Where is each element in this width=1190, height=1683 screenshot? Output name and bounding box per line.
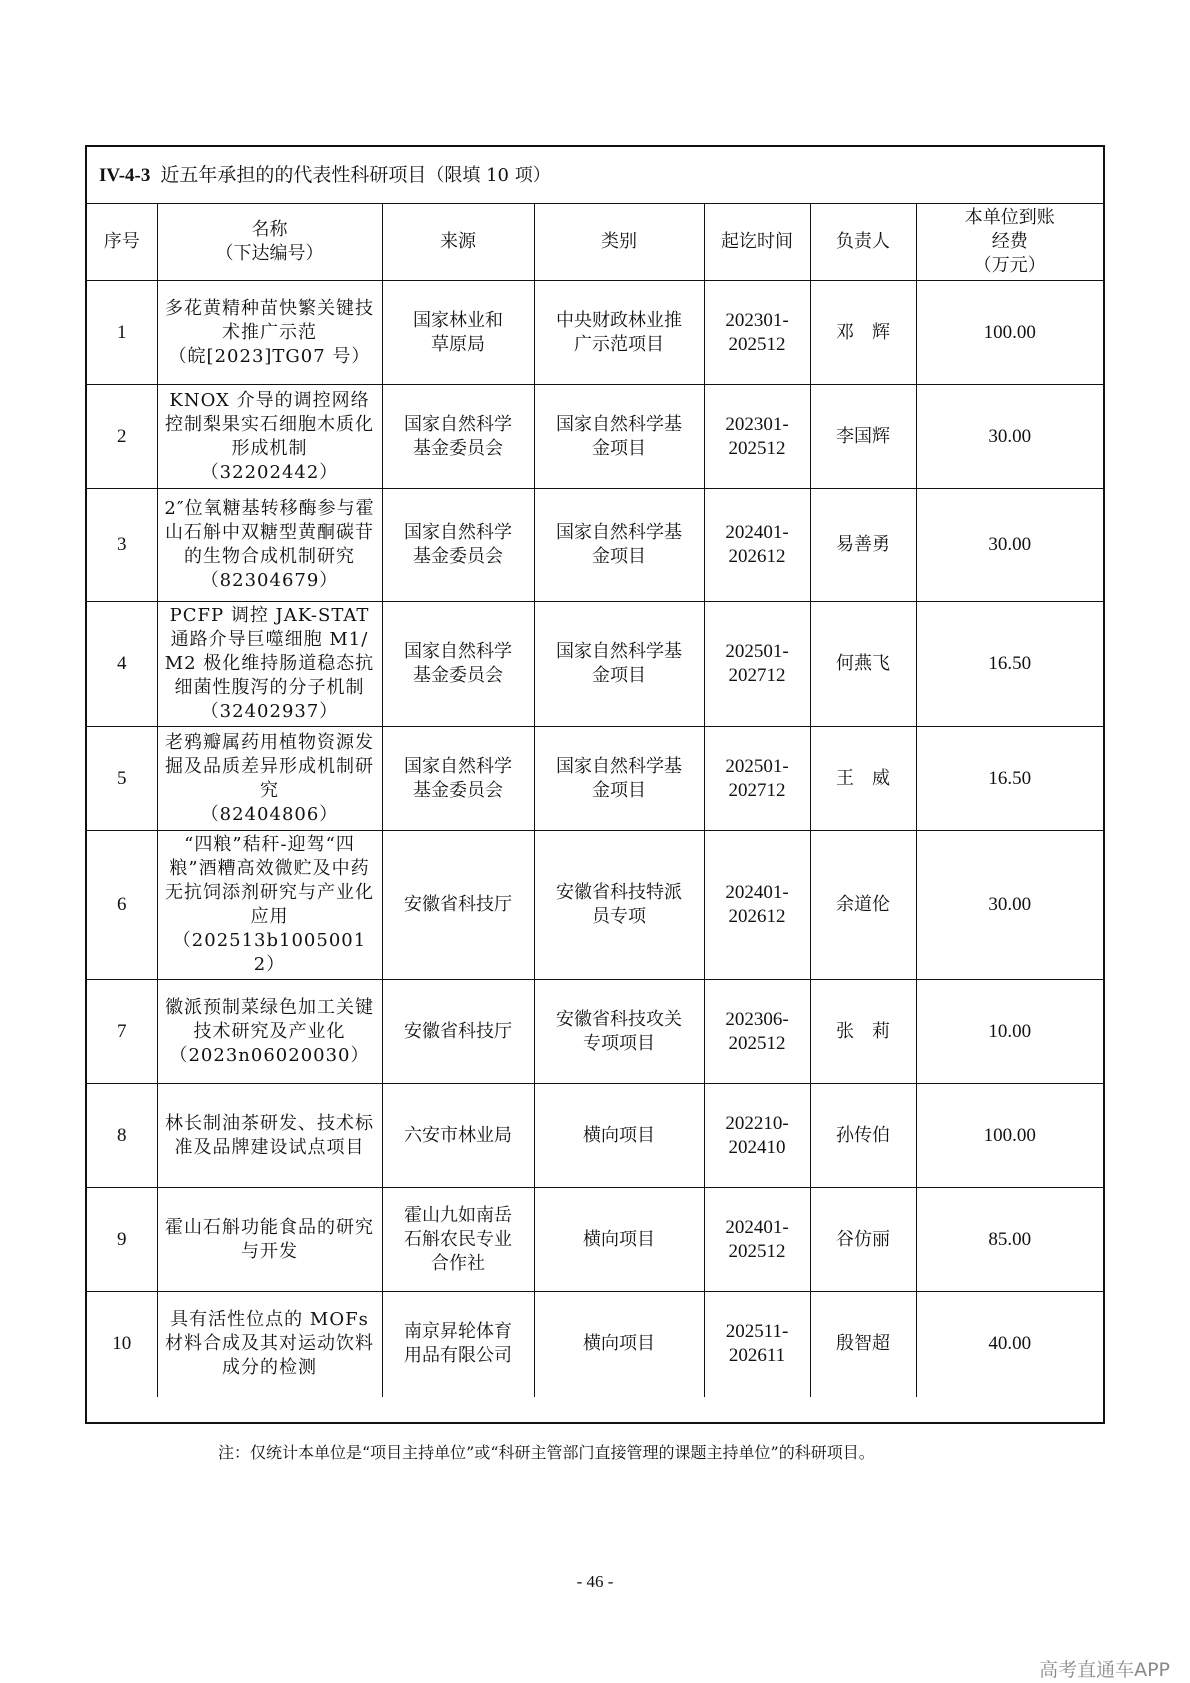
cell-category: 横向项目 — [534, 1188, 704, 1292]
section-title — [87, 147, 1103, 204]
header-funds: 本单位到账 经费 （万元） — [916, 204, 1103, 281]
cell-seq: 10 — [87, 1292, 157, 1397]
cell-lead: 谷仿丽 — [810, 1188, 916, 1292]
cell-source: 国家自然科学 基金委员会 — [382, 602, 534, 727]
cell-lead: 余道伦 — [810, 831, 916, 980]
cell-name: 霍山石斛功能食品的研究与开发 — [157, 1188, 382, 1292]
cell-funds: 100.00 — [916, 1084, 1103, 1188]
cell-name: 老鸦瓣属药用植物资源发掘及品质差异形成机制研究 （82404806） — [157, 727, 382, 831]
cell-funds: 40.00 — [916, 1292, 1103, 1397]
cell-period: 202306- 202512 — [704, 980, 810, 1084]
table-row — [87, 980, 1103, 1084]
cell-source: 国家自然科学 基金委员会 — [382, 727, 534, 831]
table-row — [87, 385, 1103, 489]
cell-category: 国家自然科学基 金项目 — [534, 602, 704, 727]
cell-name: PCFP 调控 JAK-STAT 通路介导巨噬细胞 M1/M2 极化维持肠道稳态抗细菌性腹泻的分子机制 （32402937） — [157, 602, 382, 727]
cell-name: 多花黄精种苗快繁关键技术推广示范 （皖[2023]TG07 号） — [157, 281, 382, 385]
section-title-text: 近五年承担的的代表性科研项目 — [160, 164, 427, 186]
cell-lead: 李国辉 — [810, 385, 916, 489]
cell-category: 横向项目 — [534, 1292, 704, 1397]
section-limit: （限填 10 项） — [426, 165, 551, 186]
table-row — [87, 1084, 1103, 1188]
watermark: 高考直通车APP — [1039, 1659, 1170, 1681]
cell-lead: 王 威 — [810, 727, 916, 831]
cell-period: 202301- 202512 — [704, 385, 810, 489]
cell-source: 南京昇轮体育 用品有限公司 — [382, 1292, 534, 1397]
cell-seq: 8 — [87, 1084, 157, 1188]
table-row — [87, 281, 1103, 385]
cell-funds: 30.00 — [916, 489, 1103, 602]
cell-period: 202401- 202612 — [704, 489, 810, 602]
cell-category: 安徽省科技攻关 专项项目 — [534, 980, 704, 1084]
cell-name: “四粮”秸秆-迎驾“四粮”酒糟高效微贮及中药无抗饲添剂研究与产业化应用 （202513b10050012） — [157, 831, 382, 980]
cell-category: 横向项目 — [534, 1084, 704, 1188]
projects-table — [87, 204, 1103, 1397]
cell-source: 六安市林业局 — [382, 1084, 534, 1188]
cell-lead: 张 莉 — [810, 980, 916, 1084]
table-row — [87, 831, 1103, 980]
table-row — [87, 1188, 1103, 1292]
header-source: 来源 — [382, 204, 534, 281]
cell-lead: 邓 辉 — [810, 281, 916, 385]
cell-funds: 85.00 — [916, 1188, 1103, 1292]
project-table-frame — [85, 145, 1105, 1424]
cell-source: 霍山九如南岳 石斛农民专业 合作社 — [382, 1188, 534, 1292]
cell-seq: 4 — [87, 602, 157, 727]
cell-lead: 何燕飞 — [810, 602, 916, 727]
cell-seq: 9 — [87, 1188, 157, 1292]
footnote: 注：仅统计本单位是“项目主持单位”或“科研主管部门直接管理的课题主持单位”的科研项目。 — [218, 1443, 875, 1462]
cell-funds: 30.00 — [916, 385, 1103, 489]
header-category: 类别 — [534, 204, 704, 281]
page-number: - 46 - — [576, 1572, 614, 1591]
cell-name: KNOX 介导的调控网络控制梨果实石细胞木质化形成机制 （32202442） — [157, 385, 382, 489]
cell-period: 202401- 202512 — [704, 1188, 810, 1292]
cell-source: 国家林业和 草原局 — [382, 281, 534, 385]
table-row — [87, 602, 1103, 727]
cell-lead: 易善勇 — [810, 489, 916, 602]
cell-category: 国家自然科学基 金项目 — [534, 727, 704, 831]
table-row — [87, 727, 1103, 831]
cell-category: 中央财政林业推 广示范项目 — [534, 281, 704, 385]
header-period: 起讫时间 — [704, 204, 810, 281]
cell-seq: 6 — [87, 831, 157, 980]
header-lead: 负责人 — [810, 204, 916, 281]
cell-seq: 1 — [87, 281, 157, 385]
cell-funds: 16.50 — [916, 727, 1103, 831]
cell-lead: 殷智超 — [810, 1292, 916, 1397]
cell-seq: 7 — [87, 980, 157, 1084]
cell-name: 具有活性位点的 MOFs 材料合成及其对运动饮料成分的检测 — [157, 1292, 382, 1397]
header-name: 名称 （下达编号） — [157, 204, 382, 281]
cell-name: 徽派预制菜绿色加工关键技术研究及产业化 （2023n06020030） — [157, 980, 382, 1084]
cell-source: 安徽省科技厅 — [382, 980, 534, 1084]
cell-funds: 30.00 — [916, 831, 1103, 980]
cell-funds: 10.00 — [916, 980, 1103, 1084]
cell-period: 202301- 202512 — [704, 281, 810, 385]
cell-seq: 2 — [87, 385, 157, 489]
cell-period: 202210- 202410 — [704, 1084, 810, 1188]
cell-funds: 100.00 — [916, 281, 1103, 385]
section-code: IV-4-3 — [99, 165, 151, 186]
cell-period: 202501- 202712 — [704, 602, 810, 727]
table-row — [87, 1292, 1103, 1397]
cell-category: 国家自然科学基 金项目 — [534, 489, 704, 602]
cell-period: 202401- 202612 — [704, 831, 810, 980]
cell-period: 202501- 202712 — [704, 727, 810, 831]
cell-name: 2″位氧糖基转移酶参与霍山石斛中双糖型黄酮碳苷的生物合成机制研究 （82304679） — [157, 489, 382, 602]
cell-seq: 3 — [87, 489, 157, 602]
cell-source: 国家自然科学 基金委员会 — [382, 489, 534, 602]
table-row — [87, 489, 1103, 602]
cell-funds: 16.50 — [916, 602, 1103, 727]
cell-source: 安徽省科技厅 — [382, 831, 534, 980]
cell-seq: 5 — [87, 727, 157, 831]
cell-period: 202511- 202611 — [704, 1292, 810, 1397]
cell-source: 国家自然科学 基金委员会 — [382, 385, 534, 489]
cell-lead: 孙传伯 — [810, 1084, 916, 1188]
table-header-row — [87, 204, 1103, 281]
cell-name: 林长制油茶研发、技术标准及品牌建设试点项目 — [157, 1084, 382, 1188]
header-seq: 序号 — [87, 204, 157, 281]
cell-category: 安徽省科技特派 员专项 — [534, 831, 704, 980]
cell-category: 国家自然科学基 金项目 — [534, 385, 704, 489]
